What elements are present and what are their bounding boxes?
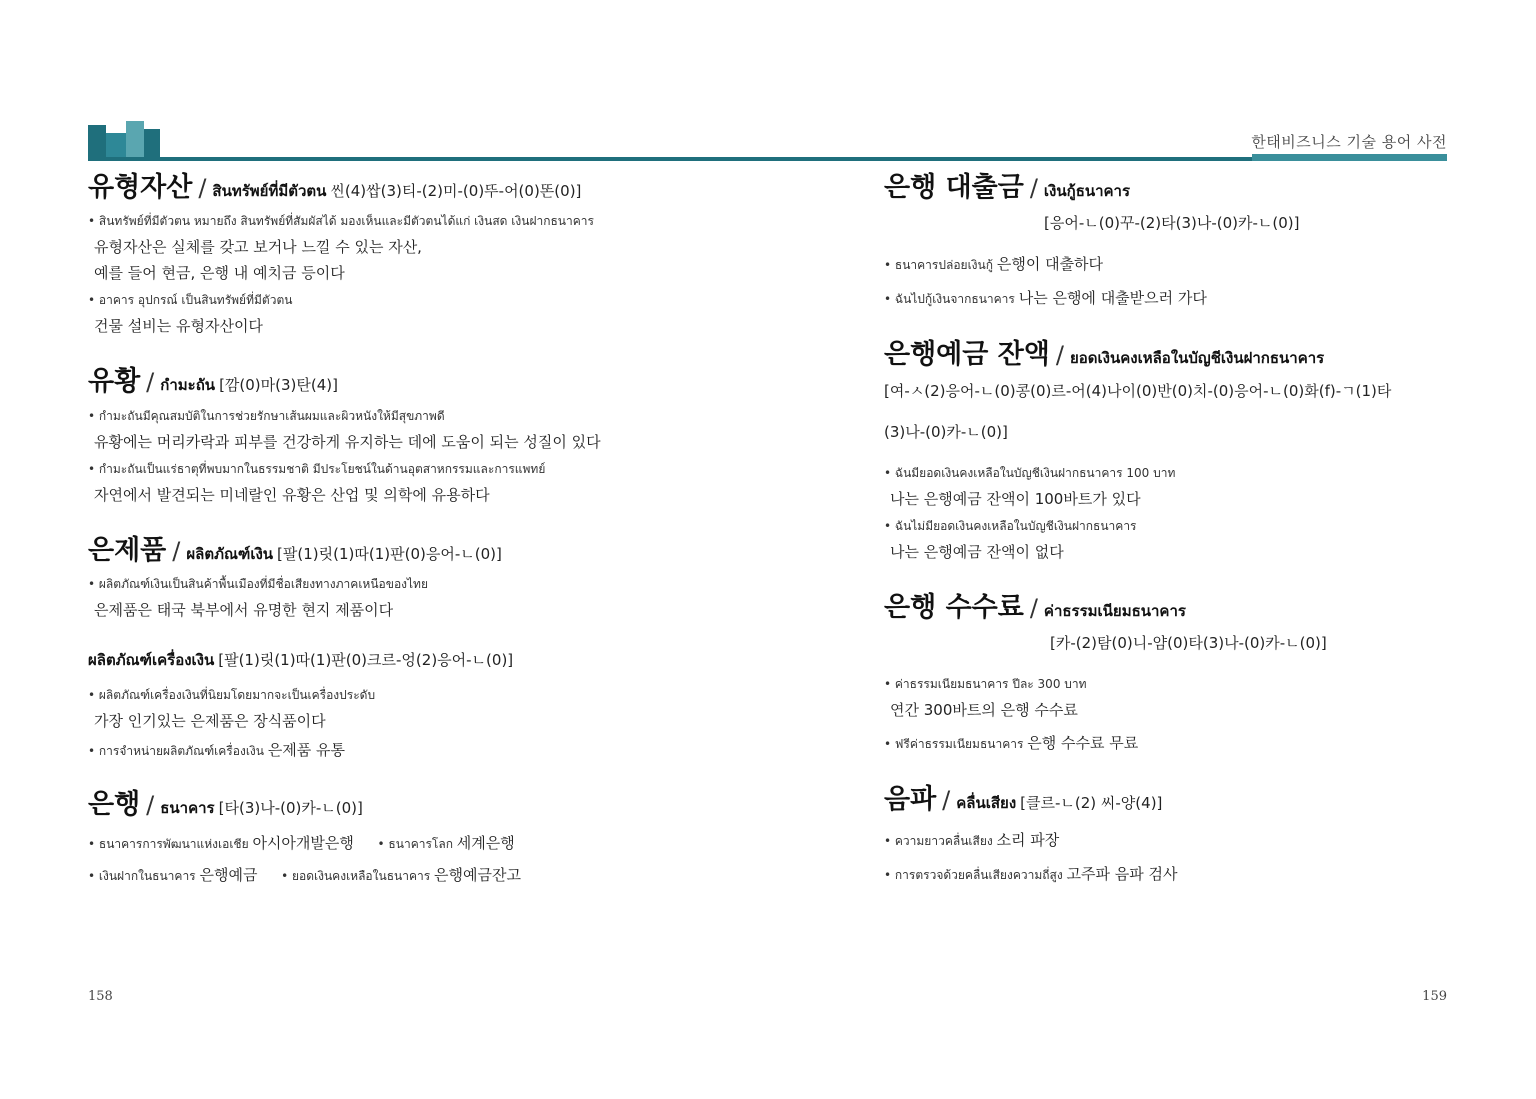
separator: /: [942, 786, 951, 815]
headword-th: ยอดเงินคงเหลือในบัญชีเงินฝากธนาคาร: [1070, 349, 1325, 368]
separator: /: [172, 536, 181, 565]
example: [88, 291, 728, 336]
example-ko: 유형자산은 실체를 갖고 보거나 느낄 수 있는 자산,: [94, 238, 422, 257]
example-th: • ฉันไปกู้เงินจากธนาคาร: [884, 292, 1015, 307]
header-decoration: [88, 117, 160, 161]
entry-silverware: [88, 535, 728, 620]
example-th: • การตรวจด้วยคลื่นเสียงความถี่สูง: [884, 867, 1063, 882]
example-ko: 나는 은행예금 잔액이 없다: [890, 542, 1064, 561]
example: [88, 686, 728, 731]
example-th: • อาคาร อุปกรณ์ เป็นสินทรัพย์ที่มีตัวตน: [88, 293, 293, 308]
headword-th: ค่าธรรมเนียมธนาคาร: [1043, 601, 1186, 620]
example-inline: [884, 863, 1454, 885]
pronunciation: (3)나-(0)카-ㄴ(0)]: [884, 422, 1008, 441]
example-th: • ธนาคารโลก: [377, 836, 453, 851]
entry-bank-fee: [884, 592, 1454, 754]
pronunciation: 씬(4)쌉(3)티-(2)미-(0)뚜-어(0)똔(0)]: [330, 182, 582, 200]
entry-headline: [884, 339, 1454, 371]
example-ko: 예를 들어 현금, 은행 내 예치금 등이다: [94, 264, 345, 283]
entry-headline: [88, 366, 728, 398]
right-page-column: [884, 172, 1454, 907]
example-ko: 나는 은행예금 잔액이 100바트가 있다: [890, 489, 1141, 508]
example-th: • ค่าธรรมเนียมธนาคาร ปีละ 300 บาท: [884, 677, 1087, 692]
example: [88, 407, 728, 452]
entry-headline: [88, 789, 728, 821]
example: [88, 460, 728, 505]
entry-headline: [88, 535, 728, 567]
example-th: • ธนาคารปล่อยเงินกู้: [884, 258, 994, 273]
example-th: • ผลิตภัณฑ์เครื่องเงินที่นิยมโดยมากจะเป็นเครื่องประดับ: [88, 688, 376, 703]
example-ko: 은행예금: [199, 865, 258, 884]
pronunciation: [팔(1)릿(1)따(1)판(0)크르-엉(2)응어-ㄴ(0)]: [218, 651, 514, 670]
separator: /: [1055, 341, 1064, 370]
page-number-left: 158: [88, 989, 113, 1004]
example-th: • ยอดเงินคงเหลือในธนาคาร: [281, 868, 431, 883]
pronunciation: [여-ㅅ(2)응어-ㄴ(0)콩(0)르-어(4)나이(0)반(0)치-(0)응어-ㄴ(0)화(f)-ㄱ(1)타: [884, 381, 1392, 400]
separator: /: [198, 174, 207, 202]
headword-ko: 은제품: [88, 534, 167, 566]
headword-ko: 은행: [88, 789, 141, 821]
example-ko: 세계은행: [456, 833, 515, 852]
example-th: • ฉันมียอดเงินคงเหลือในบัญชีเงินฝากธนาคาร 100 บาท: [884, 465, 1176, 480]
entry-sound-wave: [884, 784, 1454, 884]
example-th: • กำมะถันเป็นแร่ธาตุที่พบมากในธรรมชาติ มีประโยชน์ในด้านอุตสาหกรรมและการแพทย์: [88, 461, 546, 476]
example-inline: [884, 829, 1454, 851]
entry-headline: [884, 172, 1454, 204]
entry-headline: [88, 172, 728, 204]
example-ko: 은제품은 태국 북부에서 유명한 현지 제품이다: [94, 601, 394, 620]
entry-bank: [88, 789, 728, 885]
example: [884, 675, 1454, 720]
headword-th: กำมะถัน: [160, 376, 216, 395]
example-th: • สินทรัพย์ที่มีตัวตน หมายถึง สินทรัพย์ที่สัมผัสได้ มองเห็นและมีตัวตนได้แก่ เงินสด เงินฝากธนาคาร: [88, 214, 594, 229]
example-th: • เงินฝากในธนาคาร: [88, 868, 196, 883]
example-inline: [88, 864, 728, 886]
example-th: • ฟรีค่าธรรมเนียมธนาคาร: [884, 737, 1024, 752]
separator: /: [146, 368, 155, 397]
headword-ko: 은행 대출금: [884, 172, 1024, 203]
headword-ko: 은행예금 잔액: [884, 339, 1050, 371]
headword-th: ผลิตภัณฑ์เครื่องเงิน: [88, 651, 215, 670]
example: [88, 575, 728, 620]
example: [884, 517, 1454, 562]
example-ko: 소리 파장: [996, 830, 1060, 849]
book-title: 한태비즈니스 기술 용어 사전: [1251, 133, 1447, 151]
entry-silver-products: [88, 648, 728, 761]
example-inline: [884, 287, 1454, 309]
example-ko: 고주파 음파 검사: [1066, 864, 1178, 883]
page-number-right: 159: [1422, 989, 1447, 1004]
example-th: • ธนาคารการพัฒนาแห่งเอเชีย: [88, 836, 249, 851]
pronunciation: [깜(0)마(3)탄(4)]: [219, 376, 338, 395]
pronunciation: [클르-ㄴ(2) 씨-양(4)]: [1020, 794, 1163, 813]
header-rule: [88, 157, 1447, 161]
separator: /: [1029, 593, 1038, 622]
example-ko: 유황에는 머리카락과 피부를 건강하게 유지하는 데에 도움이 되는 성질이 있다: [94, 432, 601, 451]
example-th: • การจำหน่ายผลิตภัณฑ์เครื่องเงิน: [88, 744, 264, 759]
example-th: • ผลิตภัณฑ์เงินเป็นสินค้าพื้นเมืองที่มีชื่อเสียงทางภาคเหนือของไทย: [88, 577, 428, 592]
entry-tangible-assets: [88, 172, 728, 336]
example: [884, 464, 1454, 509]
headword-th: ธนาคาร: [160, 799, 215, 818]
left-page-column: [88, 172, 728, 908]
pronunciation: [카-(2)탐(0)니-얌(0)타(3)나-(0)카-ㄴ(0)]: [1050, 634, 1327, 653]
example-inline: [884, 253, 1454, 275]
example-ko: 은행 수수료 무료: [1027, 734, 1139, 753]
header-title-bar: [1252, 154, 1447, 161]
headword-th: ผลิตภัณฑ์เงิน: [186, 544, 274, 563]
example-th: • กำมะถันมีคุณสมบัติในการช่วยรักษาเส้นผมและผิวหนังให้มีสุขภาพดี: [88, 408, 445, 423]
entry-sulfur: [88, 366, 728, 504]
example-ko: 아시아개발은행: [252, 833, 354, 852]
example-ko: 은행예금잔고: [434, 865, 521, 884]
example-inline: [884, 732, 1454, 754]
separator: /: [146, 791, 155, 820]
headword-ko: 음파: [884, 784, 937, 816]
separator: /: [1029, 174, 1038, 202]
example-ko: 가장 인기있는 은제품은 장식품이다: [94, 712, 326, 731]
entry-bank-deposit-balance: [884, 339, 1454, 561]
example-th: • ความยาวคลื่นเสียง: [884, 833, 993, 848]
example-ko: 은제품 유통: [267, 741, 346, 760]
example-ko: 연간 300바트의 은행 수수료: [890, 701, 1078, 720]
example: [88, 212, 728, 283]
example-ko: 은행이 대출하다: [996, 255, 1104, 274]
headword-th: เงินกู้ธนาคาร: [1043, 182, 1131, 200]
pronunciation: [응어-ㄴ(0)꾸-(2)타(3)나-(0)카-ㄴ(0)]: [1044, 214, 1300, 233]
entry-subheadline: [88, 648, 728, 672]
example-ko: 나는 은행에 대출받으러 가다: [1018, 289, 1207, 308]
entry-headline: [884, 784, 1454, 816]
pronunciation: [타(3)나-(0)카-ㄴ(0)]: [218, 799, 363, 818]
example-inline: [88, 832, 728, 854]
example-ko: 자연에서 발견되는 미네랄인 유황은 산업 및 의학에 유용하다: [94, 485, 490, 504]
entry-bank-loan: [884, 172, 1454, 309]
headword-ko: 은행 수수료: [884, 591, 1024, 623]
headword-ko: 유형자산: [88, 172, 193, 203]
headword-th: สินทรัพย์ที่มีตัวตน: [212, 182, 327, 200]
example-ko: 건물 설비는 유형자산이다: [94, 317, 263, 336]
example-inline: [88, 739, 728, 761]
headword-ko: 유황: [88, 366, 141, 398]
entry-headline: [884, 592, 1454, 624]
headword-th: คลื่นเสียง: [956, 794, 1017, 813]
example-th: • ฉันไม่มียอดเงินคงเหลือในบัญชีเงินฝากธนาคาร: [884, 518, 1137, 533]
pronunciation: [팔(1)릿(1)따(1)판(0)응어-ㄴ(0)]: [277, 544, 502, 563]
